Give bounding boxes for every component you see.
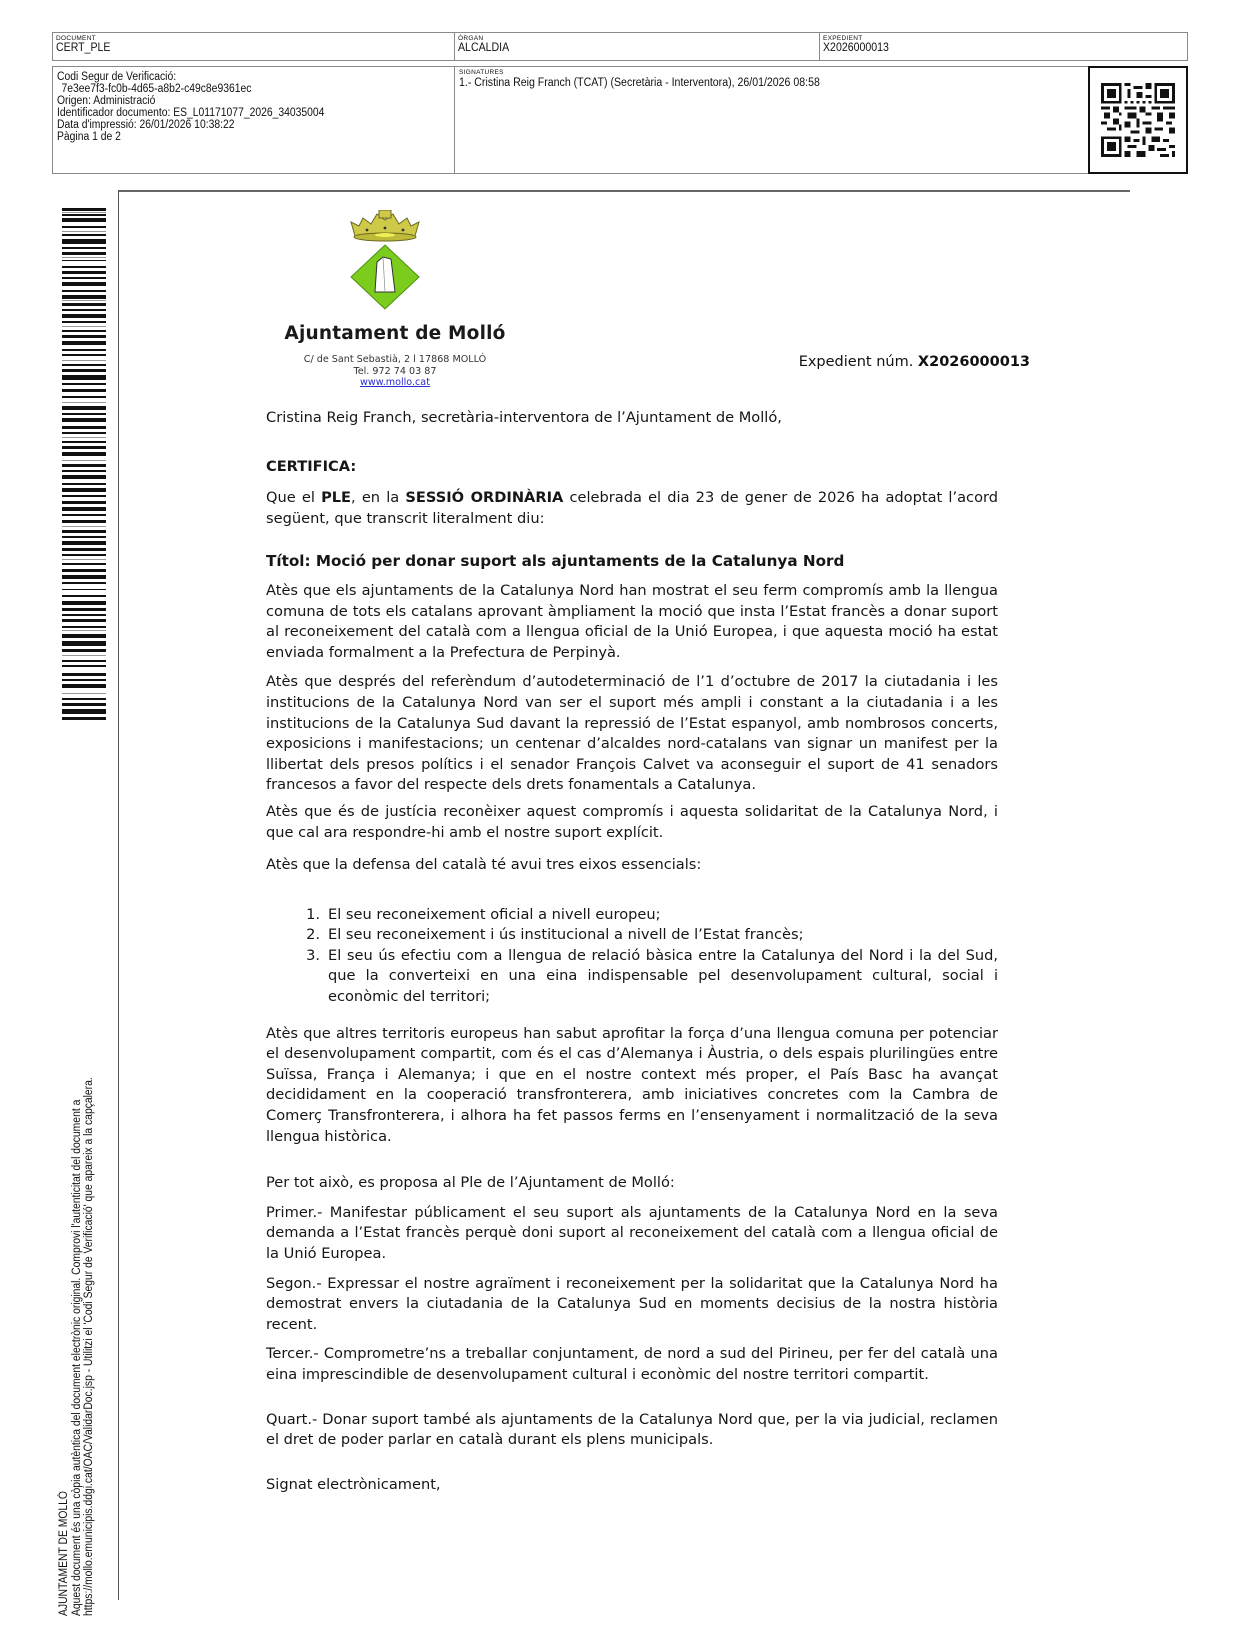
csv-title: Codi Segur de Verificació:: [57, 71, 177, 83]
qr-code-icon: [1101, 83, 1175, 157]
list-item: [266, 946, 998, 1008]
document-metadata-header: [52, 32, 1188, 61]
agreement-second: Segon.- Expressar el nostre agraïment i reconeixement per la solidaritat que la Catalunya Nord ha demostrat envers la ciutadania de la Catalunya Sud en moments decisius de la nostra història recent.: [266, 1274, 998, 1333]
session-text-3: celebrada el dia 23 de gener de 2026 ha adoptat l’acord següent, que transcrit literalment diu:: [266, 489, 999, 527]
csv-code[interactable]: 7e3ee7f3-fc0b-4d65-a8b2-c49c8e9361ec: [61, 83, 252, 95]
expedient-number: X2026000013: [917, 354, 1030, 370]
list-text: El seu reconeixement oficial a nivell europeu;: [328, 905, 661, 923]
content-frame-top-border: [118, 190, 1130, 192]
expedient-prefix: Expedient núm.: [798, 354, 918, 370]
organ-value: ALCALDIA: [458, 42, 510, 54]
certificate-body: [266, 408, 998, 1495]
whereas-paragraph-1: Atès que els ajuntaments de la Catalunya Nord han mostrat el seu ferm compromís amb la llengua comuna de tots els catalans aprovant àmpliament la moció que insta l’Estat francès a donar suport al reconeixement del català com a llengua oficial de la Unió Europea, i que aquesta moció ha estat enviada formalment a la Prefectura de Perpinyà.: [266, 581, 998, 661]
authenticity-notice: [58, 916, 96, 1616]
session-statement: [266, 488, 998, 529]
whereas-paragraph-2: Atès que després del referèndum d’autodeterminació de l’1 d’octubre de 2017 la ciutadania i les institucions de la Catalunya Nord van ser el suport més ampli i constant a la ciutadania i a les institucions de la Catalunya Sud davant la repressió de l’Estat espanyol, amb nombrosos concerts, exposicions i manifestacions; un centenar d’alcaldes nord-catalans van signar un manifest per la llibertat dels presos polítics i el senador François Calvet va aconseguir el suport de 41 senadors francesos a favor del respecte dels drets fonamentals a Catalunya.: [266, 673, 998, 794]
list-number: 2.: [306, 926, 320, 944]
agreement-fourth: Quart.- Donar suport també als ajuntaments de la Catalunya Nord que, per la via judicial, reclamen el dret de poder parlar en català durant els plens municipals.: [266, 1410, 998, 1449]
content-frame-left-border: [118, 190, 119, 1600]
list-item: [266, 925, 998, 946]
origen: Origen: Administració: [57, 95, 156, 107]
verification-info: [53, 67, 455, 173]
authenticity-copy-note: Aquest document és una còpia autèntica del document electrònic original. Comprovi l'autenticitat del document a: [70, 1099, 83, 1616]
session-text-1: Que el: [266, 489, 322, 507]
motion-title: Títol: Moció per donar suport als ajuntaments de la Catalunya Nord: [266, 552, 845, 571]
authenticity-org: AJUNTAMENT DE MOLLÓ: [58, 1491, 70, 1616]
expedient-label: EXPEDIENT: [823, 35, 863, 42]
electronic-signature-note: Signat electrònicament,: [266, 1475, 441, 1493]
whereas-paragraph-3: Atès que és de justícia reconèixer aquest compromís i aquesta solidaritat de la Catalunya Nord, i que cal ara respondre-hi amb el nostre suport explícit.: [266, 802, 998, 841]
signatures-label: SIGNATURES: [459, 69, 504, 76]
certifier-intro: Cristina Reig Franch, secretària-interventora de l’Ajuntament de Molló,: [266, 409, 782, 426]
verification-header: [52, 66, 1188, 174]
certifica-label: CERTIFICA:: [266, 457, 357, 475]
whereas-paragraph-4: Atès que la defensa del català té avui tres eixos essencials:: [266, 856, 702, 874]
document-label: DOCUMENT: [56, 35, 96, 42]
session-type: SESSIÓ ORDINÀRIA: [405, 489, 564, 507]
agreement-first: Primer.- Manifestar públicament el seu suport als ajuntaments de la Catalunya Nord en la seva demanda a l’Estat francès perquè doni suport al reconeixement del català com a llengua oficial de la Unió Europea.: [266, 1203, 998, 1262]
expedient-reference: [730, 354, 1030, 370]
expedient-value: X2026000013: [823, 42, 889, 54]
barcode-icon: [62, 208, 106, 720]
organization-phone: Tel. 972 74 03 87: [353, 365, 437, 377]
print-date: Data d'impressió: 26/01/2026 10:38:22: [57, 119, 235, 131]
expedient-cell: [820, 33, 1187, 60]
session-ple: PLE: [321, 489, 352, 507]
list-text: El seu reconeixement i ús institucional a nivell de l’Estat francès;: [328, 926, 804, 944]
proposal-intro: Per tot això, es proposa al Ple de l’Ajuntament de Molló:: [266, 1174, 675, 1192]
document-value: CERT_PLE: [56, 42, 111, 54]
organ-cell: [455, 33, 820, 60]
essential-axes-list: [266, 905, 998, 1008]
organization-website-link[interactable]: www.mollo.cat: [360, 377, 430, 388]
organ-label: ÒRGAN: [458, 35, 484, 42]
list-text: El seu ús efectiu com a llengua de relació bàsica entre la Catalunya del Nord i la del Sud, que la converteixi en una eina indispensable pel desenvolupament cultural, social i econòmic del territori;: [328, 946, 998, 1006]
qr-code[interactable]: [1088, 66, 1188, 174]
page-number: Pàgina 1 de 2: [57, 131, 121, 143]
list-number: 1.: [306, 905, 320, 923]
authenticity-verify-url[interactable]: https://mollo.emunicipis.ddgi.cat/OAC/ValidarDoc.jsp - Utilitzi el 'Codi Segur de Verificació' que apareix a la capçalera.: [83, 1077, 95, 1616]
document-cell: [53, 33, 455, 60]
list-item: [266, 905, 998, 926]
document-identifier: Identificador documento: ES_L01171077_2026_34035004: [57, 107, 325, 119]
signatures-box: [455, 67, 1187, 173]
organization-contact: [272, 354, 518, 389]
organization-name: Ajuntament de Molló: [284, 323, 506, 344]
list-number: 3.: [306, 946, 320, 964]
whereas-paragraph-5: Atès que altres territoris europeus han sabut aprofitar la força d’una llengua comuna per potenciar el desenvolupament compartit, com és el cas d’Alemanya i Àustria, o dels espais plurilingües entre Suïssa, França i Alemanya; i que en el nostre context més proper, el País Basc ha avançat decididament en la cooperació transfronterera, amb iniciatives concretes com la Cambra de Comerç Transfronterera, i alhora ha fet passos ferms en l’ensenyament i normalització de la seva llengua històrica.: [266, 1024, 998, 1145]
signature-entry: 1.- Cristina Reig Franch (TCAT) (Secretària - Interventora), 26/01/2026 08:58: [459, 77, 820, 89]
session-text-2: , en la: [351, 489, 406, 507]
coat-of-arms-icon: [345, 210, 425, 310]
organization-address: C/ de Sant Sebastià, 2 l 17868 MOLLÓ: [303, 354, 487, 365]
certifica-heading: [266, 457, 998, 478]
agreement-third: Tercer.- Comprometre’ns a treballar conjuntament, de nord a sud del Pirineu, per fer del català una eina imprescindible de desenvolupament cultural i econòmic del nostre territori compartit.: [266, 1345, 998, 1383]
